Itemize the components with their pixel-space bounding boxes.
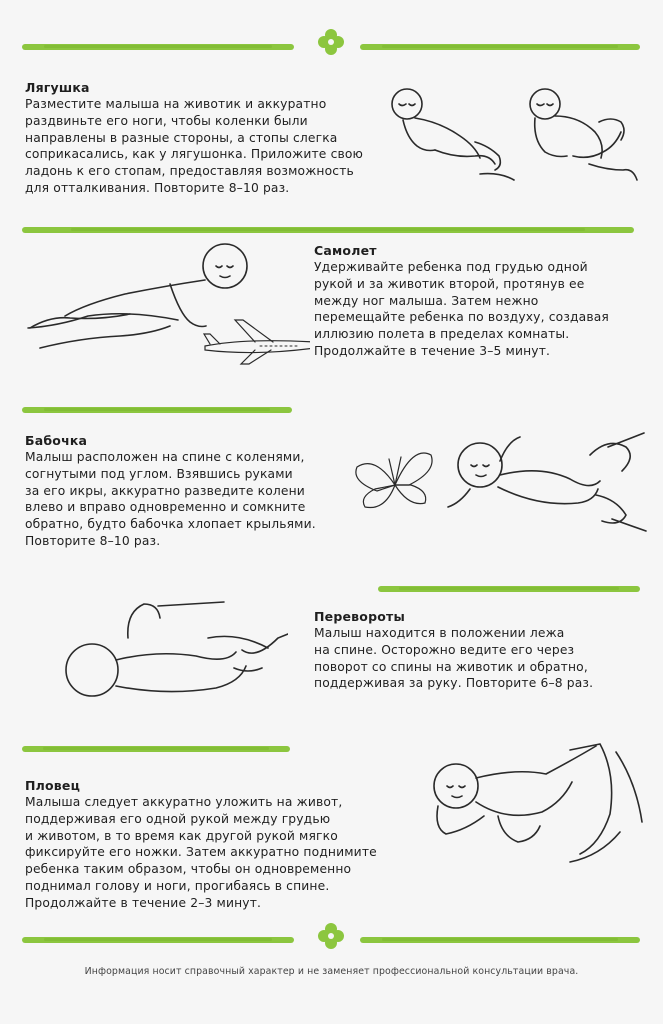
text-line: между ног малыша. Затем нежно — [314, 293, 539, 308]
text-line: поворот со спины на животик и обратно, — [314, 659, 588, 674]
butterfly-icon — [356, 453, 432, 508]
text-line: поднимал голову и ноги, прогибаясь в спине. — [25, 878, 330, 893]
divider-top-left — [22, 44, 294, 50]
text-line: ребенка таким образом, чтобы он одновременно — [25, 862, 352, 877]
text-line: Малыш расположен на спине с коленями, — [25, 450, 305, 464]
text-line: перемещайте ребенка по воздуху, создавая — [314, 310, 609, 325]
divider — [378, 586, 640, 592]
text-line: Разместите малыша на животик и аккуратно — [25, 97, 327, 111]
text-line: Малыша следует аккуратно уложить на живот, — [25, 795, 343, 809]
text-line: для отталкивания. Повторите 8–10 раз. — [25, 180, 290, 195]
exercise-title: Самолет — [314, 243, 377, 258]
text-line: и животом, в то время как другой рукой мягко — [25, 828, 338, 843]
swimmer-exercise-illustration — [420, 742, 645, 882]
text-line: иллюзию полета в пределах комнаты. — [314, 327, 570, 342]
text-line: обратно, будто бабочка хлопает крыльями. — [25, 517, 316, 532]
airplane-icon — [204, 320, 310, 364]
text-line: поддерживая его одной рукой между грудью — [25, 811, 331, 826]
text-line: рукой и за животик второй, протянув ее — [314, 276, 585, 291]
text-line: Малыш находится в положении лежа — [314, 626, 565, 640]
divider — [22, 407, 292, 413]
exercise-title: Лягушка — [25, 80, 90, 95]
exercise-text — [314, 625, 644, 692]
text-line: раздвиньте его ноги, чтобы коленки были — [25, 113, 308, 128]
text-line: фиксируйте его ножки. Затем аккуратно поднимите — [25, 845, 377, 860]
exercise-text — [25, 449, 345, 550]
exercise-text — [314, 259, 644, 360]
exercise-butterfly — [25, 432, 345, 550]
divider-bottom-left — [22, 937, 294, 943]
exercise-title: Бабочка — [25, 433, 88, 448]
text-line: соприкасались, как у лягушонка. Приложите свою — [25, 147, 364, 162]
text-line: направлены в разные стороны, а стопы слегка — [25, 130, 338, 145]
exercise-swimmer — [25, 777, 415, 912]
text-line: согнутыми под углом. Взявшись руками — [25, 466, 293, 481]
text-line: влево и вправо одновременно и сомкните — [25, 500, 306, 515]
divider-top-right — [360, 44, 640, 50]
airplane-exercise-illustration — [20, 218, 310, 368]
exercise-text — [25, 96, 385, 197]
divider-bottom-right — [360, 937, 640, 943]
disclaimer-footer: Информация носит справочный характер и не заменяет профессиональной консультации врача. — [84, 966, 579, 977]
butterfly-exercise-illustration — [350, 425, 650, 535]
clover-flower-icon — [317, 922, 345, 950]
frog-exercise-illustration — [385, 82, 645, 192]
text-line: за его икры, аккуратно разведите колени — [25, 483, 305, 498]
exercise-title: Пловец — [25, 778, 81, 793]
exercise-title: Перевороты — [314, 609, 405, 624]
text-line: Продолжайте в течение 3–5 минут. — [314, 343, 551, 358]
rollover-exercise-illustration — [58, 598, 288, 708]
divider — [22, 746, 290, 752]
clover-flower-icon — [317, 28, 345, 56]
exercise-text — [25, 794, 415, 912]
text-line: Продолжайте в течение 2–3 минут. — [25, 895, 262, 910]
text-line: ладонь к его стопам, предоставляя возможность — [25, 164, 354, 179]
text-line: на спине. Осторожно ведите его через — [314, 642, 575, 657]
text-line: Удерживайте ребенка под грудью одной — [314, 260, 588, 274]
exercise-rollover — [314, 608, 644, 692]
text-line: поддерживая за руку. Повторите 6–8 раз. — [314, 676, 594, 691]
text-line: Повторите 8–10 раз. — [25, 533, 161, 548]
exercise-airplane — [314, 242, 644, 360]
exercise-frog — [25, 79, 385, 197]
